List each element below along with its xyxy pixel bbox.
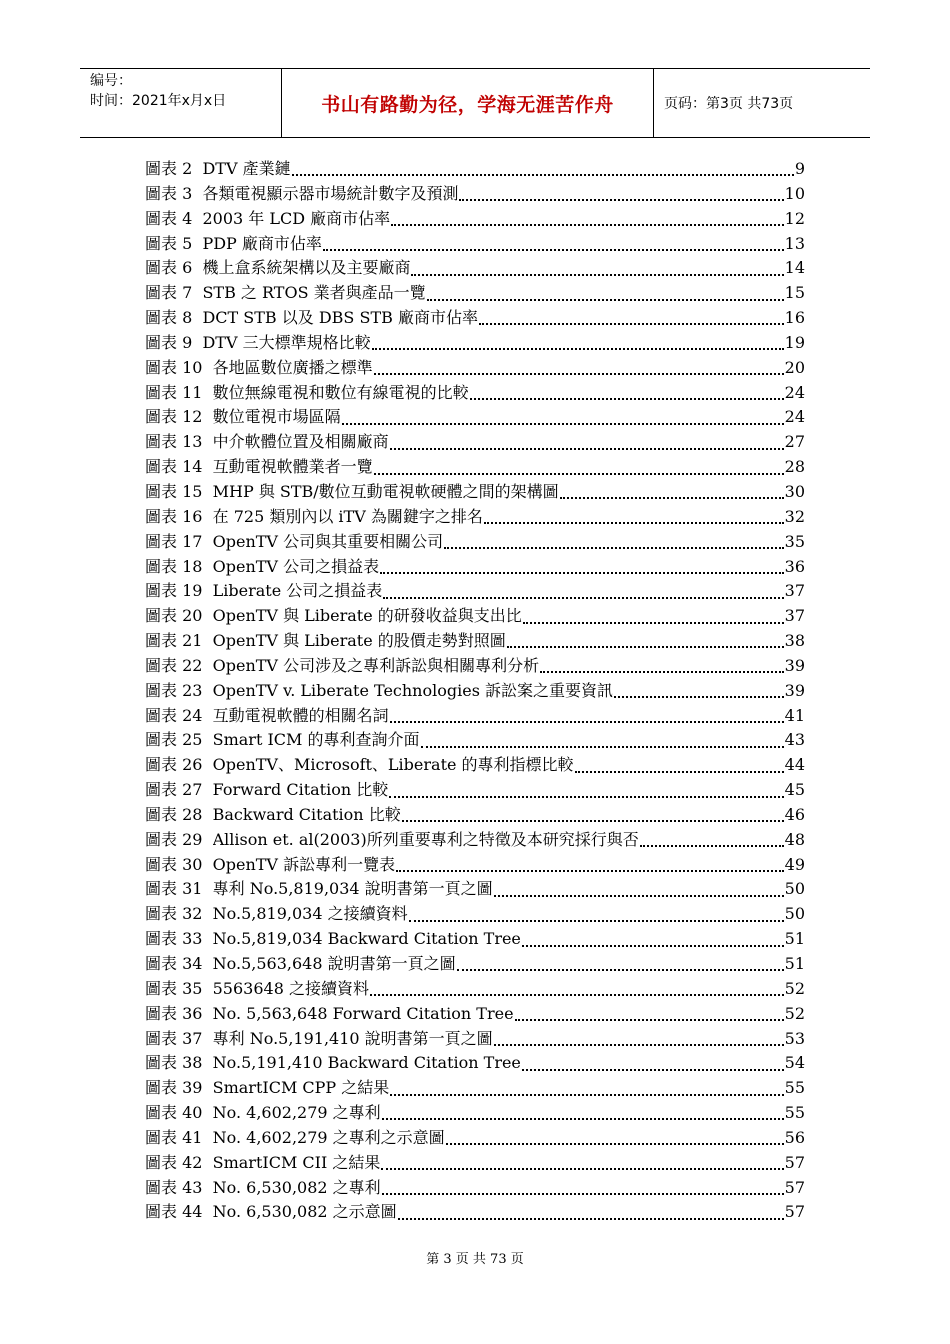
toc-entry-page: 32 [784,506,805,526]
toc-dot-leader [560,497,784,499]
toc-dot-leader [382,1193,784,1195]
toc-entry-label: 圖表 30 [145,854,203,874]
toc-entry[interactable] [145,803,805,828]
toc-entry-label: 圖表 32 [145,904,203,924]
toc-entry-title: STB 之 RTOS 業者與產品一覽 [202,283,426,303]
toc-entry[interactable] [145,430,805,455]
toc-entry-label: 圖表 15 [145,481,203,501]
toc-entry-title: No. 6,530,082 之示意圖 [212,1202,397,1222]
toc-entry-label: 圖表 31 [145,879,203,899]
toc-entry[interactable] [145,1101,805,1126]
toc-entry-page: 55 [784,1078,805,1098]
toc-entry-title: 中介軟體位置及相關廠商 [212,432,389,452]
toc-entry-page: 43 [784,730,805,750]
toc-dot-leader [398,1218,784,1220]
toc-entry-page: 51 [784,954,805,973]
toc-dot-leader [507,646,784,648]
toc-entry-title: 機上盒系統架構以及主要廠商 [202,258,411,278]
toc-entry[interactable] [145,1051,805,1076]
toc-entry-title: No.5,563,648 說明書第一頁之圖 [212,954,456,973]
toc-entry[interactable] [145,704,805,729]
toc-entry-label: 圖表 35 [145,978,203,998]
toc-entry-page: 38 [784,631,805,651]
toc-entry[interactable] [145,281,805,306]
toc-entry-title: 互動電視軟體業者一覽 [212,457,373,477]
toc-dot-leader [390,1094,783,1096]
toc-entry-title: No.5,819,034 之接續資料 [212,904,408,924]
toc-entry-title: Backward Citation 比較 [212,804,401,824]
toc-entry-page: 39 [784,680,805,700]
toc-entry-page: 37 [784,581,805,601]
toc-entry-title: DTV 產業鏈 [202,159,291,178]
toc-entry[interactable] [145,654,805,679]
toc-entry-page: 13 [784,233,805,253]
document-time: 时间：2021年x月x日 [90,93,227,109]
toc-entry-title: 各類電視顯示器市場統計數字及預測 [202,183,459,203]
toc-entry-title: OpenTV 公司與其重要相關公司 [212,531,444,551]
table-of-figures [145,157,805,1225]
toc-entry-title: 數位無線電視和數位有線電視的比較 [212,382,469,402]
toc-dot-leader [470,398,784,400]
toc-entry-page: 53 [784,1028,805,1048]
toc-entry-label: 圖表 19 [145,581,203,601]
toc-entry-label: 圖表 10 [145,357,203,377]
toc-entry[interactable] [145,902,805,927]
toc-entry[interactable] [145,753,805,778]
toc-entry-page: 14 [784,258,805,278]
toc-entry-label: 圖表 23 [145,680,203,700]
toc-entry-label: 圖表 16 [145,506,203,526]
toc-dot-leader [380,572,784,574]
toc-entry[interactable] [145,1027,805,1052]
toc-entry[interactable] [145,828,805,853]
toc-dot-leader [342,423,784,425]
toc-entry-page: 9 [794,159,805,178]
toc-entry-page: 50 [784,879,805,899]
toc-entry-label: 圖表 7 [145,283,193,303]
toc-entry-label: 圖表 18 [145,556,203,576]
toc-entry-page: 44 [784,755,805,775]
toc-entry-label: 圖表 34 [145,954,203,973]
toc-entry[interactable] [145,1126,805,1151]
toc-entry-title: OpenTV、Microsoft、Liberate 的專利指標比較 [212,755,574,775]
toc-entry-title: DTV 三大標準規格比較 [202,332,371,352]
header-meta [80,69,282,137]
toc-entry-label: 圖表 27 [145,780,203,800]
toc-entry[interactable] [145,455,805,480]
toc-dot-leader [381,1168,783,1170]
toc-entry-title: No. 4,602,279 之專利 [212,1103,381,1123]
toc-entry-page: 15 [784,283,805,303]
toc-entry-title: 2003 年 LCD 廠商市佔率 [202,208,391,228]
toc-entry[interactable] [145,505,805,530]
toc-dot-leader [370,994,784,996]
page-footer: 第 3 页 共 73 页 [426,1252,524,1267]
toc-dot-leader [523,622,784,624]
toc-entry-page: 30 [784,481,805,501]
toc-dot-leader [374,473,784,475]
toc-entry-title: No.5,191,410 Backward Citation Tree [212,1053,521,1073]
toc-entry-page: 57 [784,1152,805,1172]
toc-entry-label: 圖表 25 [145,730,203,750]
toc-entry-label: 圖表 6 [145,258,193,278]
toc-entry-page: 28 [784,457,805,477]
toc-entry-label: 圖表 38 [145,1053,203,1073]
toc-entry-page: 27 [784,432,805,452]
toc-dot-leader [427,299,784,301]
toc-entry[interactable] [145,306,805,331]
toc-entry[interactable] [145,1076,805,1101]
toc-dot-leader [292,174,794,176]
toc-entry-title: OpenTV v. Liberate Technologies 訴訟案之重要資訊 [212,680,613,700]
toc-dot-leader [409,920,784,922]
toc-dot-leader [396,870,784,872]
toc-entry-title: OpenTV 公司涉及之專利訴訟與相關專利分析 [212,655,540,675]
toc-entry-page: 57 [784,1177,805,1197]
toc-entry-page: 48 [784,829,805,849]
toc-dot-leader [411,274,783,276]
toc-entry-label: 圖表 44 [145,1202,203,1222]
toc-entry-label: 圖表 14 [145,457,203,477]
toc-entry-page: 24 [784,382,805,402]
toc-entry-label: 圖表 20 [145,606,203,626]
toc-entry[interactable] [145,1151,805,1176]
toc-entry-title: SmartICM CII 之結果 [212,1152,381,1172]
toc-dot-leader [444,547,784,549]
toc-entry[interactable] [145,157,805,182]
toc-entry-title: 專利 No.5,191,410 說明書第一頁之圖 [212,1028,493,1048]
toc-entry-page: 55 [784,1103,805,1123]
toc-dot-leader [391,224,784,226]
toc-entry-label: 圖表 36 [145,1003,203,1023]
toc-entry-title: 互動電視軟體的相關名詞 [212,705,389,725]
toc-entry[interactable] [145,480,805,505]
toc-entry-page: 10 [784,183,805,203]
toc-dot-leader [457,969,784,971]
toc-entry-label: 圖表 24 [145,705,203,725]
toc-entry-label: 圖表 9 [145,332,193,352]
toc-entry[interactable] [145,778,805,803]
toc-dot-leader [383,597,783,599]
toc-dot-leader [389,796,783,798]
toc-dot-leader [446,1143,784,1145]
toc-entry-title: 5563648 之接續資料 [212,978,369,998]
toc-entry-page: 49 [784,854,805,874]
toc-dot-leader [515,1019,784,1021]
toc-dot-leader [484,522,784,524]
toc-entry-label: 圖表 42 [145,1152,203,1172]
toc-entry[interactable] [145,555,805,580]
toc-entry[interactable] [145,256,805,281]
toc-entry-page: 41 [784,705,805,725]
toc-entry-title: 數位電視市場區隔 [212,407,341,427]
header-motto: 书山有路勤为径，学海无涯苦作舟 [282,69,654,137]
toc-entry-label: 圖表 4 [145,208,193,228]
toc-entry-label: 圖表 22 [145,655,203,675]
toc-entry[interactable] [145,629,805,654]
toc-entry[interactable] [145,405,805,430]
toc-entry-title: No. 4,602,279 之專利之示意圖 [212,1127,445,1147]
toc-entry-label: 圖表 5 [145,233,193,253]
toc-entry-title: 在 725 類別內以 iTV 為關鍵字之排名 [212,506,483,526]
toc-entry[interactable] [145,853,805,878]
toc-entry-label: 圖表 28 [145,804,203,824]
toc-entry-page: 20 [784,357,805,377]
toc-entry-label: 圖表 13 [145,432,203,452]
toc-entry-label: 圖表 41 [145,1127,203,1147]
toc-entry-title: OpenTV 與 Liberate 的股價走勢對照圖 [212,631,506,651]
toc-dot-leader [390,721,784,723]
toc-entry-label: 圖表 8 [145,308,193,328]
toc-dot-leader [640,845,784,847]
toc-entry-page: 37 [784,606,805,626]
toc-entry[interactable] [145,604,805,629]
toc-dot-leader [494,895,784,897]
toc-entry[interactable] [145,356,805,381]
toc-dot-leader [374,373,784,375]
toc-entry-title: DCT STB 以及 DBS STB 廠商市佔率 [202,308,478,328]
toc-dot-leader [382,1118,784,1120]
toc-entry-label: 圖表 29 [145,829,203,849]
toc-dot-leader [540,671,784,673]
toc-entry-title: OpenTV 訴訟專利一覽表 [212,854,396,874]
document-number: 编号： [90,73,132,89]
toc-entry[interactable] [145,952,805,977]
toc-entry-label: 圖表 12 [145,407,203,427]
toc-entry-title: OpenTV 公司之損益表 [212,556,380,576]
toc-entry-page: 57 [784,1202,805,1222]
toc-entry-title: OpenTV 與 Liberate 的研發收益與支出比 [212,606,522,626]
toc-entry-title: 各地區數位廣播之標準 [212,357,373,377]
toc-entry-title: No.5,819,034 Backward Citation Tree [212,929,521,949]
toc-entry-page: 50 [784,904,805,924]
toc-entry-page: 35 [784,531,805,551]
toc-entry-title: SmartICM CPP 之結果 [212,1078,390,1098]
toc-entry-label: 圖表 43 [145,1177,203,1197]
toc-entry-title: MHP 與 STB/數位互動電視軟硬體之間的架構圖 [212,481,559,501]
toc-entry-label: 圖表 17 [145,531,203,551]
toc-entry-page: 46 [784,804,805,824]
toc-entry[interactable] [145,1002,805,1027]
toc-entry[interactable] [145,579,805,604]
toc-entry-page: 39 [784,655,805,675]
toc-entry[interactable] [145,877,805,902]
toc-entry-title: Allison et. al(2003)所列重要專利之特徵及本研究採行與否 [212,829,639,849]
toc-entry-page: 51 [784,929,805,949]
toc-entry-page: 16 [784,308,805,328]
header-page-info: 页码：第3页 共73页 [664,96,794,112]
toc-entry-title: No. 5,563,648 Forward Citation Tree [212,1003,514,1023]
toc-entry-page: 36 [784,556,805,576]
toc-dot-leader [522,945,784,947]
toc-entry[interactable] [145,381,805,406]
toc-entry-title: Forward Citation 比較 [212,780,389,800]
toc-entry-label: 圖表 37 [145,1028,203,1048]
toc-dot-leader [494,1044,784,1046]
toc-entry-page: 56 [784,1127,805,1147]
toc-entry-label: 圖表 40 [145,1103,203,1123]
toc-entry-page: 45 [784,780,805,800]
toc-entry-label: 圖表 3 [145,183,193,203]
toc-entry-title: PDP 廠商市佔率 [202,233,322,253]
toc-dot-leader [421,746,784,748]
toc-entry-title: Liberate 公司之損益表 [212,581,383,601]
toc-dot-leader [479,323,784,325]
toc-entry-title: No. 6,530,082 之專利 [212,1177,381,1197]
toc-dot-leader [372,348,784,350]
toc-dot-leader [390,448,784,450]
toc-entry[interactable] [145,1200,805,1225]
toc-entry-page: 24 [784,407,805,427]
toc-entry[interactable] [145,207,805,232]
toc-entry[interactable] [145,232,805,257]
toc-entry-label: 圖表 39 [145,1078,203,1098]
toc-entry[interactable] [145,679,805,704]
toc-entry-title: Smart ICM 的專利查詢介面 [212,730,420,750]
toc-entry[interactable] [145,182,805,207]
toc-entry-label: 圖表 26 [145,755,203,775]
toc-entry-page: 19 [784,332,805,352]
toc-entry[interactable] [145,977,805,1002]
toc-dot-leader [459,199,783,201]
toc-entry-page: 12 [784,208,805,228]
toc-entry[interactable] [145,728,805,753]
toc-entry[interactable] [145,331,805,356]
toc-entry-page: 54 [784,1053,805,1073]
toc-entry-label: 圖表 11 [145,382,203,402]
toc-entry-page: 52 [784,978,805,998]
toc-entry[interactable] [145,927,805,952]
toc-entry[interactable] [145,1176,805,1201]
toc-entry[interactable] [145,530,805,555]
toc-dot-leader [575,771,784,773]
toc-dot-leader [614,696,784,698]
page-header [80,68,870,138]
toc-dot-leader [522,1069,784,1071]
toc-entry-label: 圖表 2 [145,159,193,178]
toc-entry-label: 圖表 33 [145,929,203,949]
toc-dot-leader [323,249,784,251]
toc-entry-page: 52 [784,1003,805,1023]
toc-entry-label: 圖表 21 [145,631,203,651]
toc-entry-title: 專利 No.5,819,034 說明書第一頁之圖 [212,879,493,899]
toc-dot-leader [402,820,784,822]
